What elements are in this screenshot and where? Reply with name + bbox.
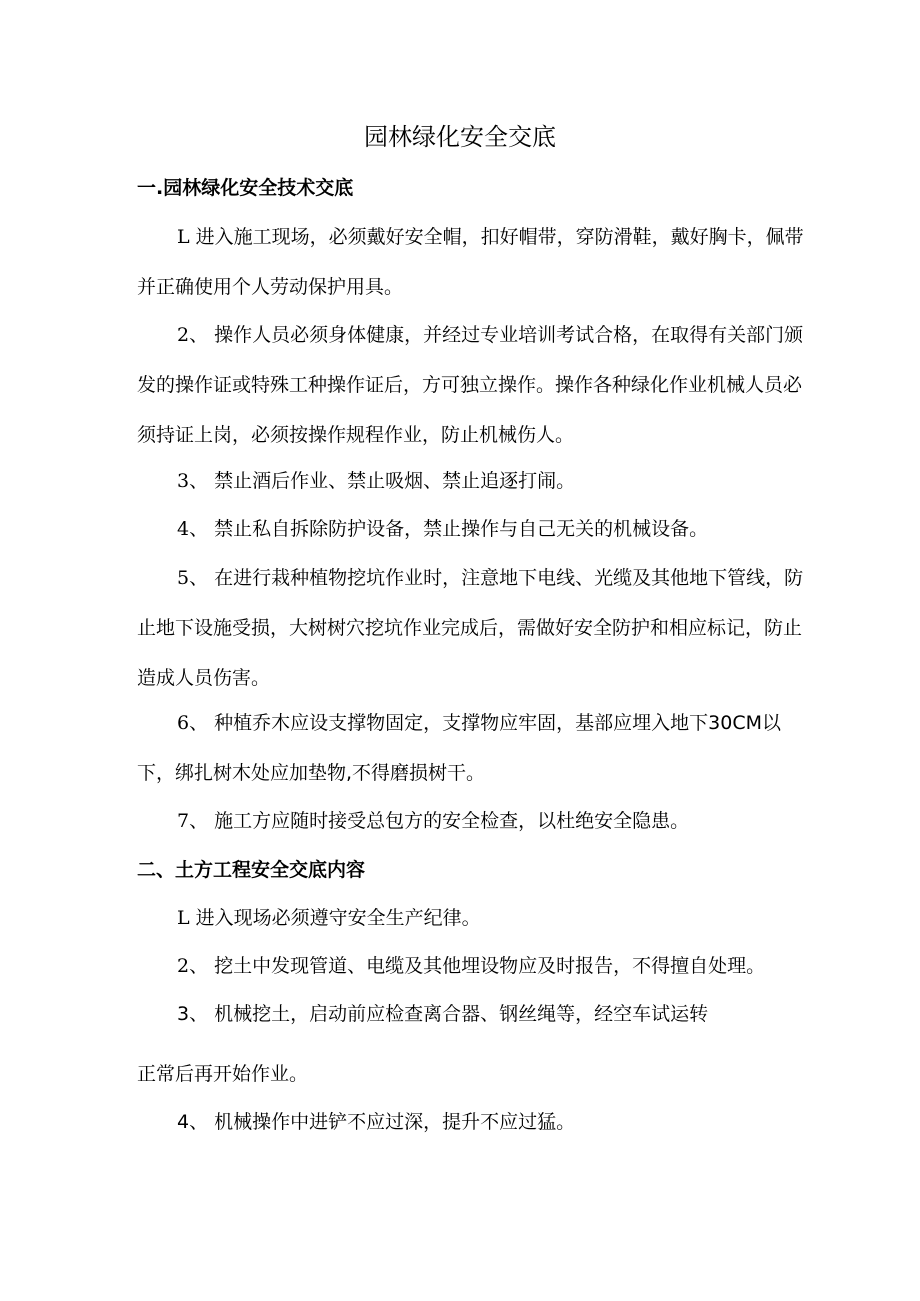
item-text: 禁止酒后作业、禁止吸烟、禁止追逐打闹。 <box>214 470 576 492</box>
paragraph-2-2 <box>137 941 807 991</box>
paragraph-2-3 <box>137 1000 708 1028</box>
item-number: 3、 <box>177 470 209 492</box>
item-text: 种植乔木应设支撑物固定，支撑物应牢固，基部应埋入地下30CM以下，绑扎树木处应加垫物,不得磨损树干。 <box>137 712 781 784</box>
section-heading-2: 二、土方工程安全交底内容 <box>137 859 366 881</box>
paragraph-2-4 <box>137 1108 575 1136</box>
item-number: 4、 <box>177 1111 209 1133</box>
item-number: L <box>177 907 190 929</box>
item-number: L <box>177 226 190 248</box>
item-number: 3、 <box>177 1003 209 1025</box>
item-text: 在进行栽种植物挖坑作业时，注意地下电线、光缆及其他地下管线，防止地下设施受损，大树树穴挖坑作业完成后，需做好安全防护和相应标记，防止造成人员伤害。 <box>137 567 804 689</box>
item-text: 禁止私自拆除防护设备，禁止操作与自己无关的机械设备。 <box>214 518 709 540</box>
paragraph-1-4 <box>137 504 807 554</box>
paragraph-2-1 <box>137 893 807 943</box>
document-title: 园林绿化安全交底 <box>364 123 556 151</box>
item-number: 4、 <box>177 518 209 540</box>
paragraph-2-3-continued: 正常后再开始作业。 <box>137 1063 309 1085</box>
item-text: 操作人员必须身体健康，并经过专业培训考试合格，在取得有关部门颁发的操作证或特殊工种操作证后，方可独立操作。操作各种绿化作业机械人员必须持证上岗，必须按操作规程作业，防止机械伤人。 <box>137 324 804 446</box>
item-number: 6、 <box>177 712 209 734</box>
item-number: 2、 <box>177 955 209 977</box>
item-number: 2、 <box>177 324 209 346</box>
item-text: 进入施工现场，必须戴好安全帽，扣好帽带，穿防滑鞋，戴好胸卡，佩带并正确使用个人劳动保护用具。 <box>137 226 804 298</box>
item-text: 施工方应随时接受总包方的安全检查，以杜绝安全隐患。 <box>214 810 690 832</box>
paragraph-1-5 <box>137 553 807 703</box>
paragraph-1-7 <box>137 796 807 846</box>
item-text: 机械操作中进铲不应过深，提升不应过猛。 <box>214 1111 576 1133</box>
item-number: 7、 <box>177 810 209 832</box>
item-text: 机械挖土，启动前应检查离合器、钢丝绳等，经空车试运转 <box>214 1003 709 1025</box>
item-text: 挖土中发现管道、电缆及其他埋设物应及时报告，不得擅自处理。 <box>214 955 766 977</box>
section-heading-1: 一.园林绿化安全技术交底 <box>137 177 354 199</box>
paragraph-1-1 <box>137 212 807 312</box>
item-text: 进入现场必须遵守安全生产纪律。 <box>195 907 481 929</box>
paragraph-1-2 <box>137 310 807 460</box>
paragraph-1-6 <box>137 698 807 798</box>
paragraph-1-3 <box>137 456 807 506</box>
item-number: 5、 <box>177 567 209 589</box>
